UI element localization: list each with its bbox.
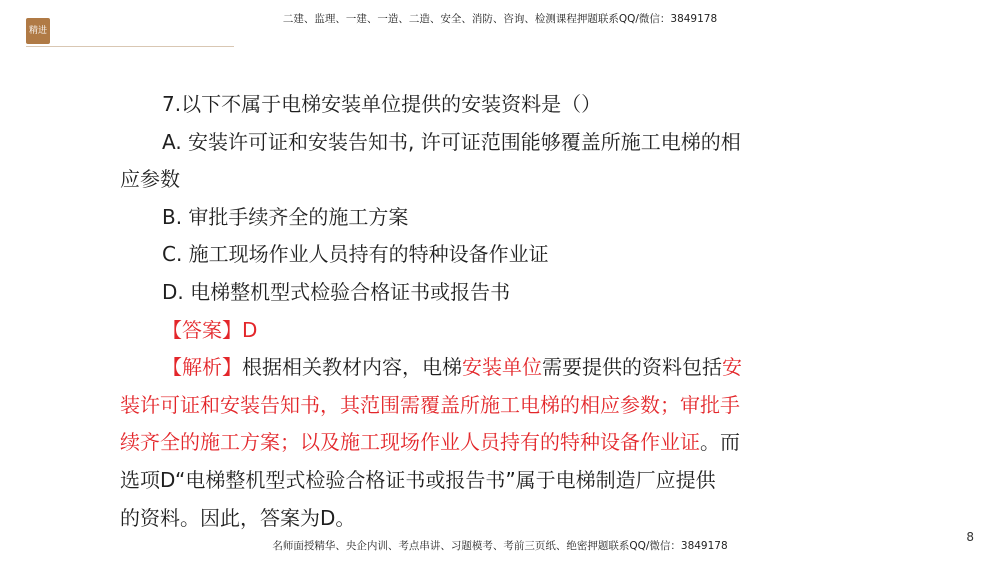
analysis-highlight: 安装单位 — [462, 355, 542, 380]
option-b: B. 审批手续齐全的施工方案 — [162, 204, 409, 229]
analysis-line-3 — [120, 424, 810, 462]
question-content — [120, 86, 810, 537]
answer-label: 【答案】D — [162, 317, 258, 342]
header-promo-text: 二建、监理、一建、一造、二造、安全、消防、咨询、检测课程押题联系QQ/微信：3849178 — [282, 13, 718, 25]
header-divider — [26, 46, 234, 47]
analysis-text: 根据相关教材内容，电梯 — [242, 355, 462, 380]
analysis-highlight: 续齐全的施工方案；以及施工现场作业人员持有的特种设备作业证 — [120, 430, 700, 455]
option-a-line1: A. 安装许可证和安装告知书, 许可证范围能够覆盖所施工电梯的相 — [162, 129, 741, 154]
question-stem: 7.以下不属于电梯安装单位提供的安装资料是（） — [162, 92, 602, 116]
analysis-line-5: 的资料。因此，答案为D。 — [120, 505, 356, 530]
option-a-line2: 应参数 — [120, 167, 180, 192]
analysis-line-4: 选项D“电梯整机型式检验合格证书或报告书”属于电梯制造厂应提供 — [120, 467, 716, 492]
analysis-line-1 — [120, 349, 810, 387]
analysis-line-2: 装许可证和安装告知书，其范围需覆盖所施工电梯的相应参数；审批手 — [120, 392, 740, 417]
analysis-highlight: 安 — [722, 355, 742, 380]
analysis-label: 【解析】 — [162, 355, 242, 380]
option-d: D. 电梯整机型式检验合格证书或报告书 — [162, 279, 511, 304]
logo: 精进 — [26, 18, 50, 44]
footer-promo-text: 名师面授精华、央企内训、考点串讲、习题模考、考前三页纸、绝密押题联系QQ/微信：3849178 — [272, 540, 728, 552]
analysis-text: 。而 — [700, 430, 740, 455]
analysis-text: 需要提供的资料包括 — [542, 355, 722, 380]
page-number: 8 — [966, 530, 974, 544]
option-c: C. 施工现场作业人员持有的特种设备作业证 — [162, 242, 549, 267]
